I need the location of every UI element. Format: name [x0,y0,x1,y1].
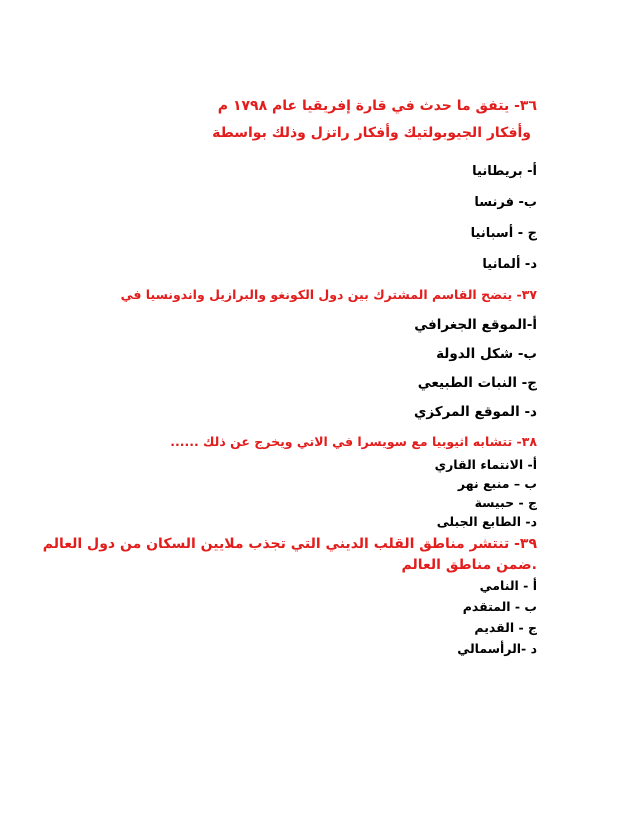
question-38-stem: ٣٨- تتشابه اثيوبيا مع سويسرا في الاتي ويخرج عن ذلك ...... [170,434,537,449]
question-39-option-d: د -الرأسمالي [457,641,537,656]
question-38-option-a: أ- الانتماء القاري [434,457,537,472]
question-37-option-c: ج- النبات الطبيعي [417,375,537,391]
question-39-option-c: ج - القديم [474,620,537,635]
question-37-option-d: د- الموقع المركزي [414,404,537,420]
question-38-option-d: د- الطابع الجبلى [436,514,537,529]
question-39-option-b: ب - المتقدم [462,599,537,614]
question-36-option-a: أ- بريطانيا [472,164,537,179]
question-36-option-b: ب- فرنسا [474,195,537,210]
question-37-option-b: ب- شكل الدولة [436,346,537,362]
question-39-option-a: أ - النامي [479,578,537,593]
question-38-option-c: ج - حبيسة [474,495,537,510]
question-36-stem-line-2: وأفكار الجيوبولتيك وأفكار راتزل وذلك بواسطة [212,125,531,141]
question-37-stem: ٣٧- يتضح القاسم المشترك بين دول الكونغو والبرازيل واندونسيا في [120,287,537,302]
question-37-option-a: أ-الموقع الجغرافي [414,317,537,333]
question-39-stem-line-2: .ضمن مناطق العالم [401,557,537,573]
question-36-option-c: ج - أسبانيا [470,226,537,241]
question-36-option-d: د- ألمانيا [482,257,537,272]
question-39-stem-line-1: ٣٩- تنتشر مناطق القلب الديني التي تجذب ملايين السكان من دول العالم [42,536,537,552]
question-38-option-b: ب – منبع نهر [457,476,537,491]
question-36-stem-line-1: ٣٦- يتفق ما حدث في قارة إفريقيا عام ١٧٩٨ م [217,98,537,114]
